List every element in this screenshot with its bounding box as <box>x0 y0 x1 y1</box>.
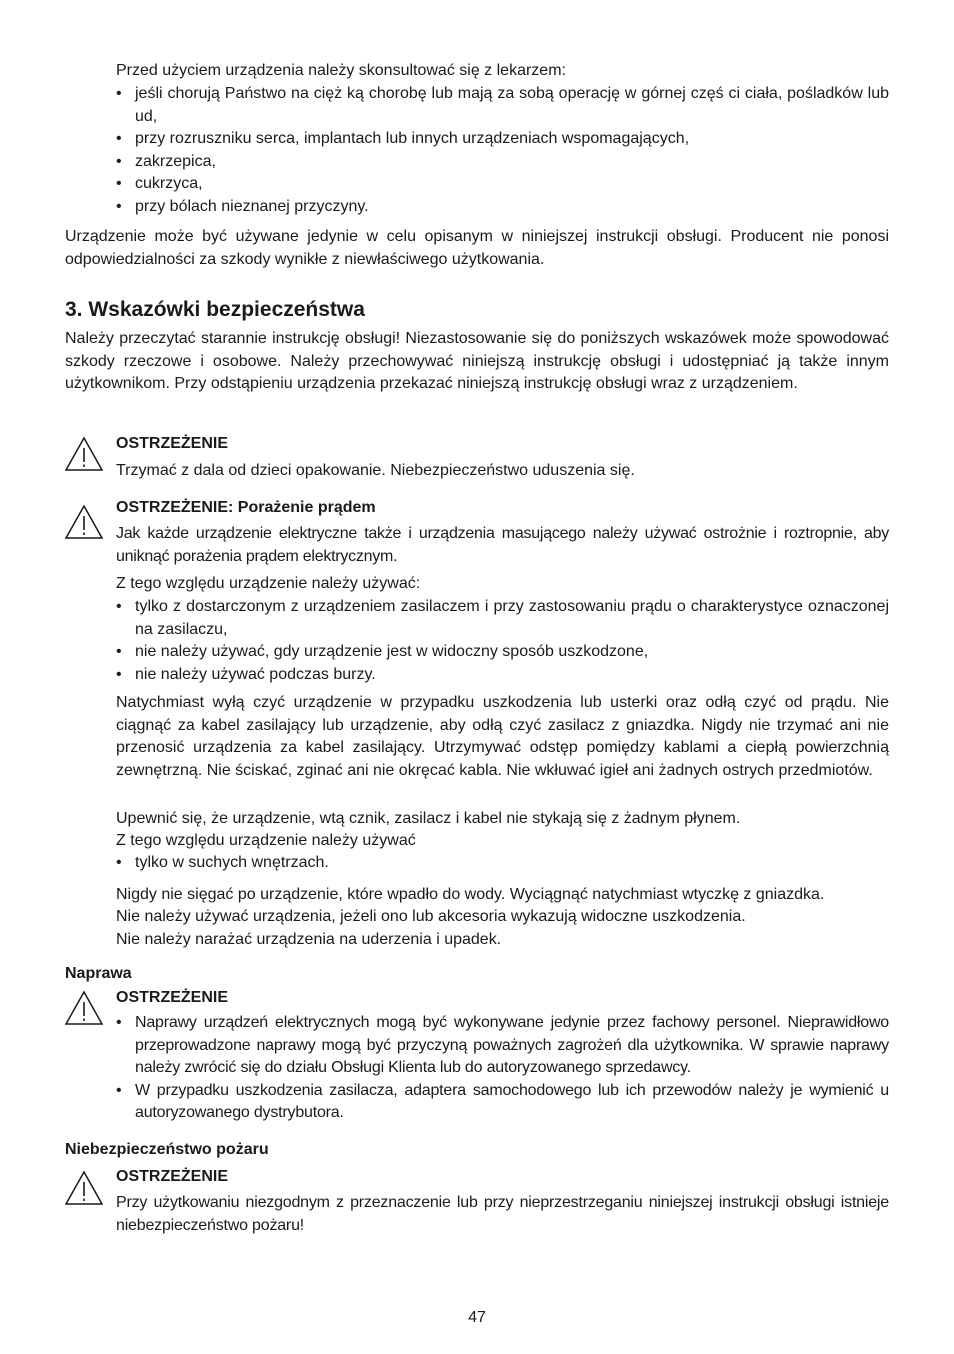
list-item: • cukrzyca, <box>116 173 889 196</box>
warning-triangle-icon <box>64 990 104 1026</box>
impact-paragraph: Nie należy narażać urządzenia na uderzenia i upadek. <box>116 931 502 948</box>
damage-paragraph: Natychmiast wyłą czyć urządzenie w przypadku uszkodzenia lub usterki oraz odłą czyć od prądu. Nie ciągnąć za kabel zasilający lub urządzenie, aby odłą czyć zasilacz z gniazdka. Nigdy nie trzymać ani nie przenosić urządzenia za kabel zasilający. Utrzymywać odstęp pomiędzy kablami a ciepłą powierzchnią zewnętrzną. Nie ściskać, zginać ani nie okręcać kabla. Nie wkłuwać igieł ani żadnych ostrych przedmiotów. <box>116 694 889 779</box>
list-item: • zakrzepica, <box>116 151 889 174</box>
intro-list <box>116 83 889 218</box>
warning-title: OSTRZEŻENIE <box>116 435 229 452</box>
warning-triangle-icon <box>64 1170 104 1206</box>
page-number: 47 <box>468 1309 486 1326</box>
warning-text: Przy użytkowaniu niezgodnym z przeznaczenie lub przy nieprzestrzeganiu niniejszej instrukcji obsługi istnieje niebezpieczeństwo pożaru! <box>116 1194 889 1234</box>
intro-lead: Przed użyciem urządzenia należy skonsultować się z lekarzem: <box>116 62 566 79</box>
list-item: • nie należy używać podczas burzy. <box>116 664 889 687</box>
usage-list <box>116 596 889 686</box>
list-item: • jeśli chorują Państwo na cięż ką chorobę lub mają za sobą operację w górnej częś ci ciała, pośladków lub ud, <box>116 83 889 128</box>
water-paragraph: Nigdy nie sięgać po urządzenie, które wpadło do wody. Wyciągnąć natychmiast wtyczkę z gniazdka. <box>116 886 825 903</box>
liquid-paragraph: Upewnić się, że urządzenie, wtą cznik, zasilacz i kabel nie stykają się z żadnym płynem. <box>116 810 741 827</box>
warning-text: Trzymać z dala od dzieci opakowanie. Niebezpieczeństwo uduszenia się. <box>116 462 635 479</box>
usage-lead-2: Z tego względu urządzenie należy używać <box>116 832 416 849</box>
warning-triangle-icon <box>64 436 104 472</box>
list-item: • tylko z dostarczonym z urządzeniem zasilaczem i przy zastosowaniu prądu o charakterystyce oznaczonej na zasilaczu, <box>116 596 889 641</box>
warning-title: OSTRZEŻENIE <box>116 989 229 1006</box>
usage-list-2 <box>116 852 889 875</box>
warning-title: OSTRZEŻENIE: Porażenie prądem <box>116 499 376 516</box>
list-item: • Naprawy urządzeń elektrycznych mogą być wykonywane jedynie przez fachowy personel. Nieprawidłowo przeprowadzone naprawy mogą być przyczyną poważnych zagrożeń dla użytkownika. W sprawie naprawy należy zwrócić się do działu Obsługi Klienta lub do autoryzowanego sprzedawcy. <box>116 1012 889 1080</box>
usage-lead: Z tego względu urządzenie należy używać: <box>116 575 421 592</box>
warning-text: Jak każde urządzenie elektryczne także i urządzenia masującego należy używać ostrożnie i roztropnie, aby uniknąć porażenia prądem elektrycznym. <box>116 525 889 565</box>
repair-list <box>116 1012 889 1125</box>
warning-triangle-icon <box>64 504 104 540</box>
list-item: • przy rozruszniku serca, implantach lub innych urządzeniach wspomagających, <box>116 128 889 151</box>
list-item: • tylko w suchych wnętrzach. <box>116 852 889 875</box>
section-title: 3. Wskazówki bezpieczeństwa <box>65 298 365 321</box>
section-intro: Należy przeczytać starannie instrukcję obsługi! Niezastosowanie się do poniższych wskazówek może spowodować szkody rzeczowe i osobowe. Należy przechowywać niniejszą instrukcję obsługi i udostępniać ją także innym użytkownikom. Przy odstąpieniu urządzenia przekazać niniejszą instrukcję obsługi wraz z urządzeniem. <box>65 330 889 392</box>
accessories-paragraph: Nie należy używać urządzenia, jeżeli ono lub akcesoria wykazują widoczne uszkodzenia. <box>116 908 746 925</box>
list-item: • W przypadku uszkodzenia zasilacza, adaptera samochodowego lub ich przewodów należy je wymienić u autoryzowanego dystrybutora. <box>116 1080 889 1125</box>
repair-heading: Naprawa <box>65 965 132 982</box>
warning-title: OSTRZEŻENIE <box>116 1168 229 1185</box>
list-item: • nie należy używać, gdy urządzenie jest w widoczny sposób uszkodzone, <box>116 641 889 664</box>
fire-heading: Niebezpieczeństwo pożaru <box>65 1141 269 1158</box>
list-item: • przy bólach nieznanej przyczyny. <box>116 196 889 219</box>
intended-use-paragraph: Urządzenie może być używane jedynie w celu opisanym w niniejszej instrukcji obsługi. Producent nie ponosi odpowiedzialności za szkody wynikłe z niewłaściwego użytkowania. <box>65 228 889 268</box>
